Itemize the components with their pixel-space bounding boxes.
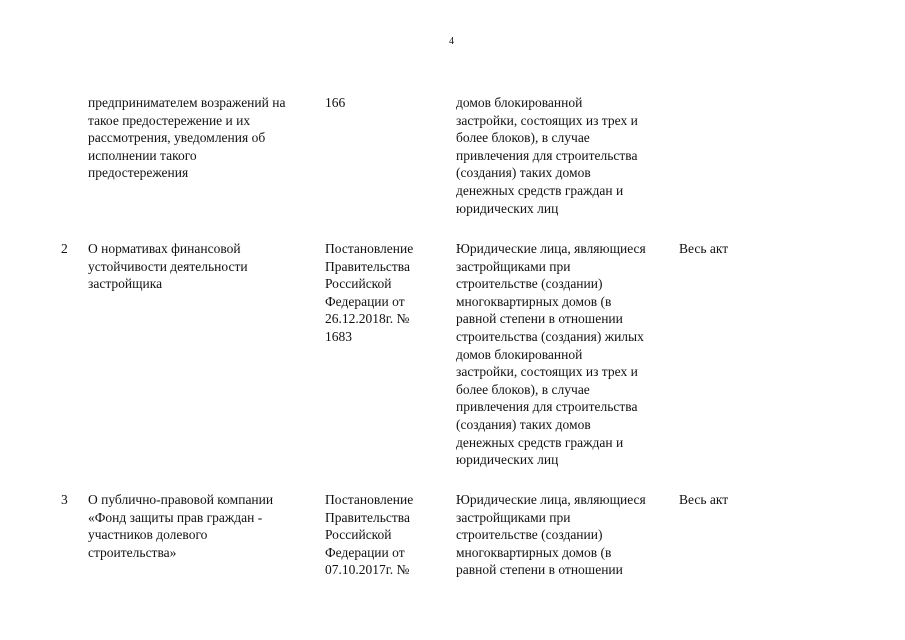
row-3-name-line: О публично-правовой компании [88,492,274,507]
row-2-subject-line: (создания) таких домов [456,416,591,432]
row-3-act-line: Российской [325,527,392,543]
row-3-name-line: «Фонд защиты прав граждан - [88,509,263,525]
row-2-subject-line: денежных средств граждан и [456,434,624,450]
row-3-name-line: участников долевого [88,527,208,543]
row-3-number: 3 [61,492,68,507]
row-1-act-line: 166 [325,95,346,110]
row-2-act-line: Постановление [325,241,414,256]
row-2-subject-line: равной степени в отношении [456,311,623,327]
row-1-subject-line: юридических лиц [456,200,559,216]
row-2-subject-line: строительства (создания) жилых [456,328,644,344]
row-1-name-line: предпринимателем возражений на [88,95,286,110]
row-3-act-line: 07.10.2017г. № [325,562,410,578]
row-1-subject-line: более блоков), в случае [456,130,590,146]
row-2-act-line: Российской [325,276,392,292]
row-2-name-line: О нормативах финансовой [88,241,241,256]
row-2-act-line: 26.12.2018г. № [325,311,410,327]
row-1-subject-line: денежных средств граждан и [456,182,624,198]
row-3-act-line: Правительства [325,509,410,525]
row-2-name [88,240,248,293]
row-3-subjects [456,491,646,579]
row-3-subject-line: равной степени в отношении [456,562,623,578]
row-3-subject-line: застройщиками при [456,509,571,525]
row-2-act-line: Правительства [325,258,410,274]
row-3-name-line: строительства» [88,544,177,560]
row-1-name [88,94,285,182]
row-1-subjects [456,94,638,217]
row-3-subject-line: строительстве (создании) [456,527,603,543]
row-2-subject-line: домов блокированной [456,346,583,362]
row-3-act-line: Федерации от [325,544,405,560]
row-1-act [325,94,345,112]
row-3-act [325,491,413,579]
row-2-subject-line: строительстве (создании) [456,276,603,292]
row-1-subject-line: застройки, состоящих из трех и [456,112,638,128]
row-2-name-line: застройщика [88,276,163,292]
row-2-subject-line: привлечения для строительства [456,399,638,415]
row-2-act-line: Федерации от [325,293,405,309]
row-1-subject-line: привлечения для строительства [456,147,638,163]
row-3-name [88,491,273,561]
row-2-subject-line: застройщиками при [456,258,571,274]
row-3-subject-line: многоквартирных домов (в [456,544,612,560]
row-1-subject-line: домов блокированной [456,95,583,110]
row-1-subject-line: (создания) таких домов [456,165,591,181]
row-2-number: 2 [61,241,68,256]
row-2-subject-line: юридических лиц [456,452,559,468]
row-2-subject-line: застройки, состоящих из трех и [456,364,638,380]
row-1-name-line: рассмотрения, уведомления об [88,130,266,146]
row-3-subject-line: Юридические лица, являющиеся [456,492,646,507]
row-2-subject-line: более блоков), в случае [456,381,590,397]
row-2-act [325,240,413,346]
row-2-scope: Весь акт [679,241,729,256]
row-1-name-line: исполнении такого [88,147,197,163]
row-3-act-line: Постановление [325,492,414,507]
row-2-subject-line: Юридические лица, являющиеся [456,241,646,256]
row-2-subjects [456,240,646,469]
row-2-subject-line: многоквартирных домов (в [456,293,612,309]
row-1-name-line: такое предостережение и их [88,112,251,128]
row-1-name-line: предостережения [88,165,189,181]
row-2-act-line: 1683 [325,328,352,344]
row-3-scope: Весь акт [679,492,729,507]
row-2-name-line: устойчивости деятельности [88,258,248,274]
page-number: 4 [449,36,454,47]
